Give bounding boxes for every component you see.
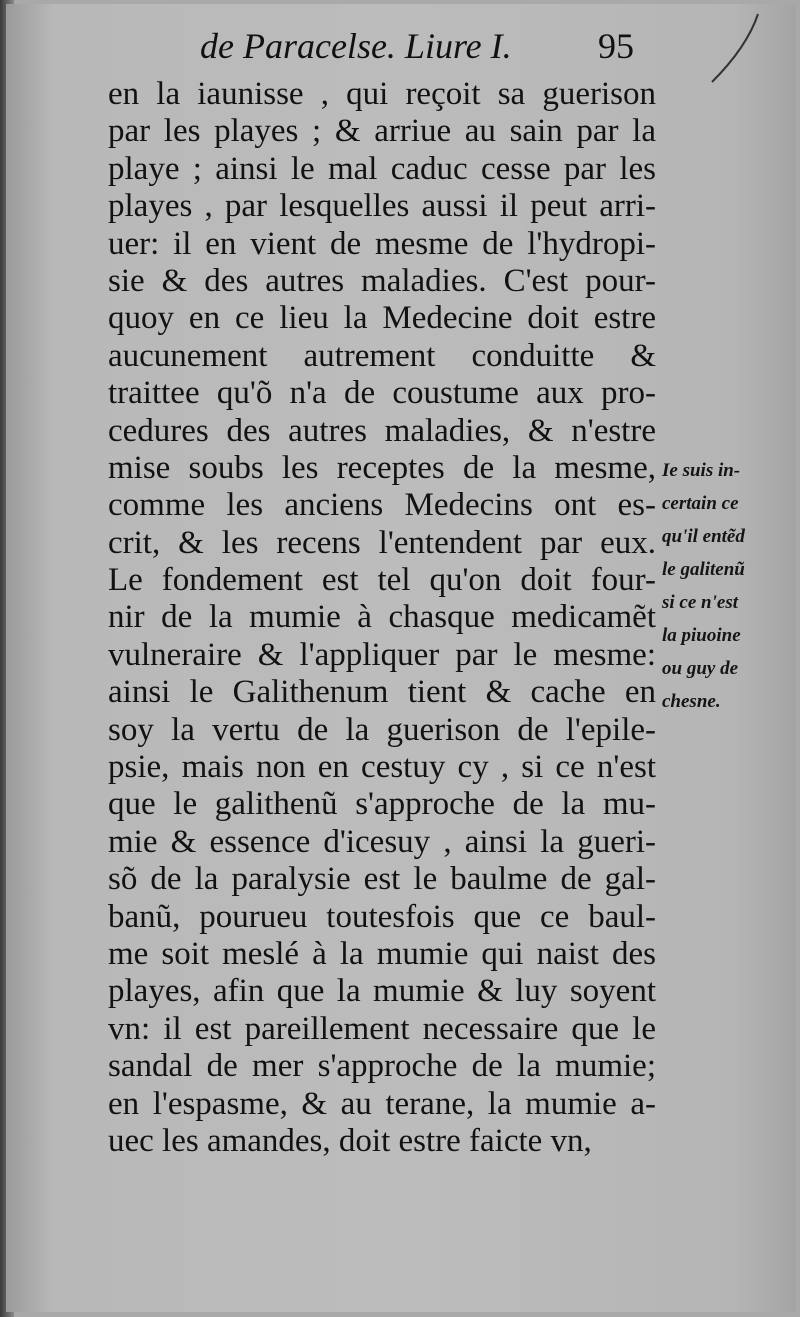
text-line: vulneraire & l'appliquer par le mesme: [108,636,656,673]
text-line: crit, & les recens l'entendent par eux. [108,524,656,561]
text-line: en l'espasme, & au terane, la mumie a- [108,1085,656,1122]
text-line: aucunement autrement conduitte & [108,337,656,374]
text-line: vn: il est pareillement necessaire que le [108,1010,656,1047]
pen-stroke-mark [700,10,770,90]
note-line: la piuoine [662,625,741,646]
note-line: si ce n'est [662,592,738,613]
note-line: ou guy de [662,658,738,679]
text-line: banũ, pourueu toutesfois que ce baul- [108,898,656,935]
text-line: soy la vertu de la guerison de l'epile- [108,711,656,748]
text-line: playes , par lesquelles aussi il peut arri- [108,188,656,225]
text-line: mise soubs les receptes de la mesme, [108,449,656,486]
marginal-note [662,454,796,718]
text-line: uer: il en vient de mesme de l'hydropi- [108,225,656,262]
text-line: uec les amandes, doit estre faicte vn, [108,1122,592,1159]
text-line: me soit meslé à la mumie qui naist des [108,935,656,972]
text-line: sõ de la paralysie est le baulme de gal- [108,861,656,898]
running-title: de Paracelse. Liure I. [200,26,512,66]
main-text-block [108,76,656,1160]
text-line: quoy en ce lieu la Medecine doit estre [108,300,656,337]
text-line: traittee qu'õ n'a de coustume aux pro- [108,375,656,412]
text-line: comme les anciens Medecins ont es- [108,487,656,524]
text-line: par les playes ; & arriue au sain par la [108,113,656,150]
text-line: psie, mais non en cestuy cy , si ce n'est [108,749,656,786]
note-line: le galitenũ [662,559,745,580]
note-line: Ie suis in- [662,460,741,481]
text-line: ainsi le Galithenum tient & cache en [108,674,656,711]
note-line: certain ce [662,493,739,514]
text-line: playe ; ainsi le mal caduc cesse par les [108,150,656,187]
text-line: Le fondement est tel qu'on doit four- [108,562,656,599]
note-line: chesne. [662,691,721,712]
text-line: que le galithenũ s'approche de la mu- [108,786,656,823]
text-line: mie & essence d'icesuy , ainsi la gueri- [108,823,656,860]
text-line: sie & des autres maladies. C'est pour- [108,262,656,299]
text-line: cedures des autres maladies, & n'estre [108,412,656,449]
text-line: nir de la mumie à chasque medicamẽt [108,599,656,636]
text-line: en la iaunisse , qui reçoit sa guerison [108,76,656,112]
note-line: qu'il entẽd [662,526,745,547]
text-line: playes, afin que la mumie & luy soyent [108,973,656,1010]
page-number: 95 [598,26,634,66]
text-line: sandal de mer s'approche de la mumie; [108,1048,656,1085]
